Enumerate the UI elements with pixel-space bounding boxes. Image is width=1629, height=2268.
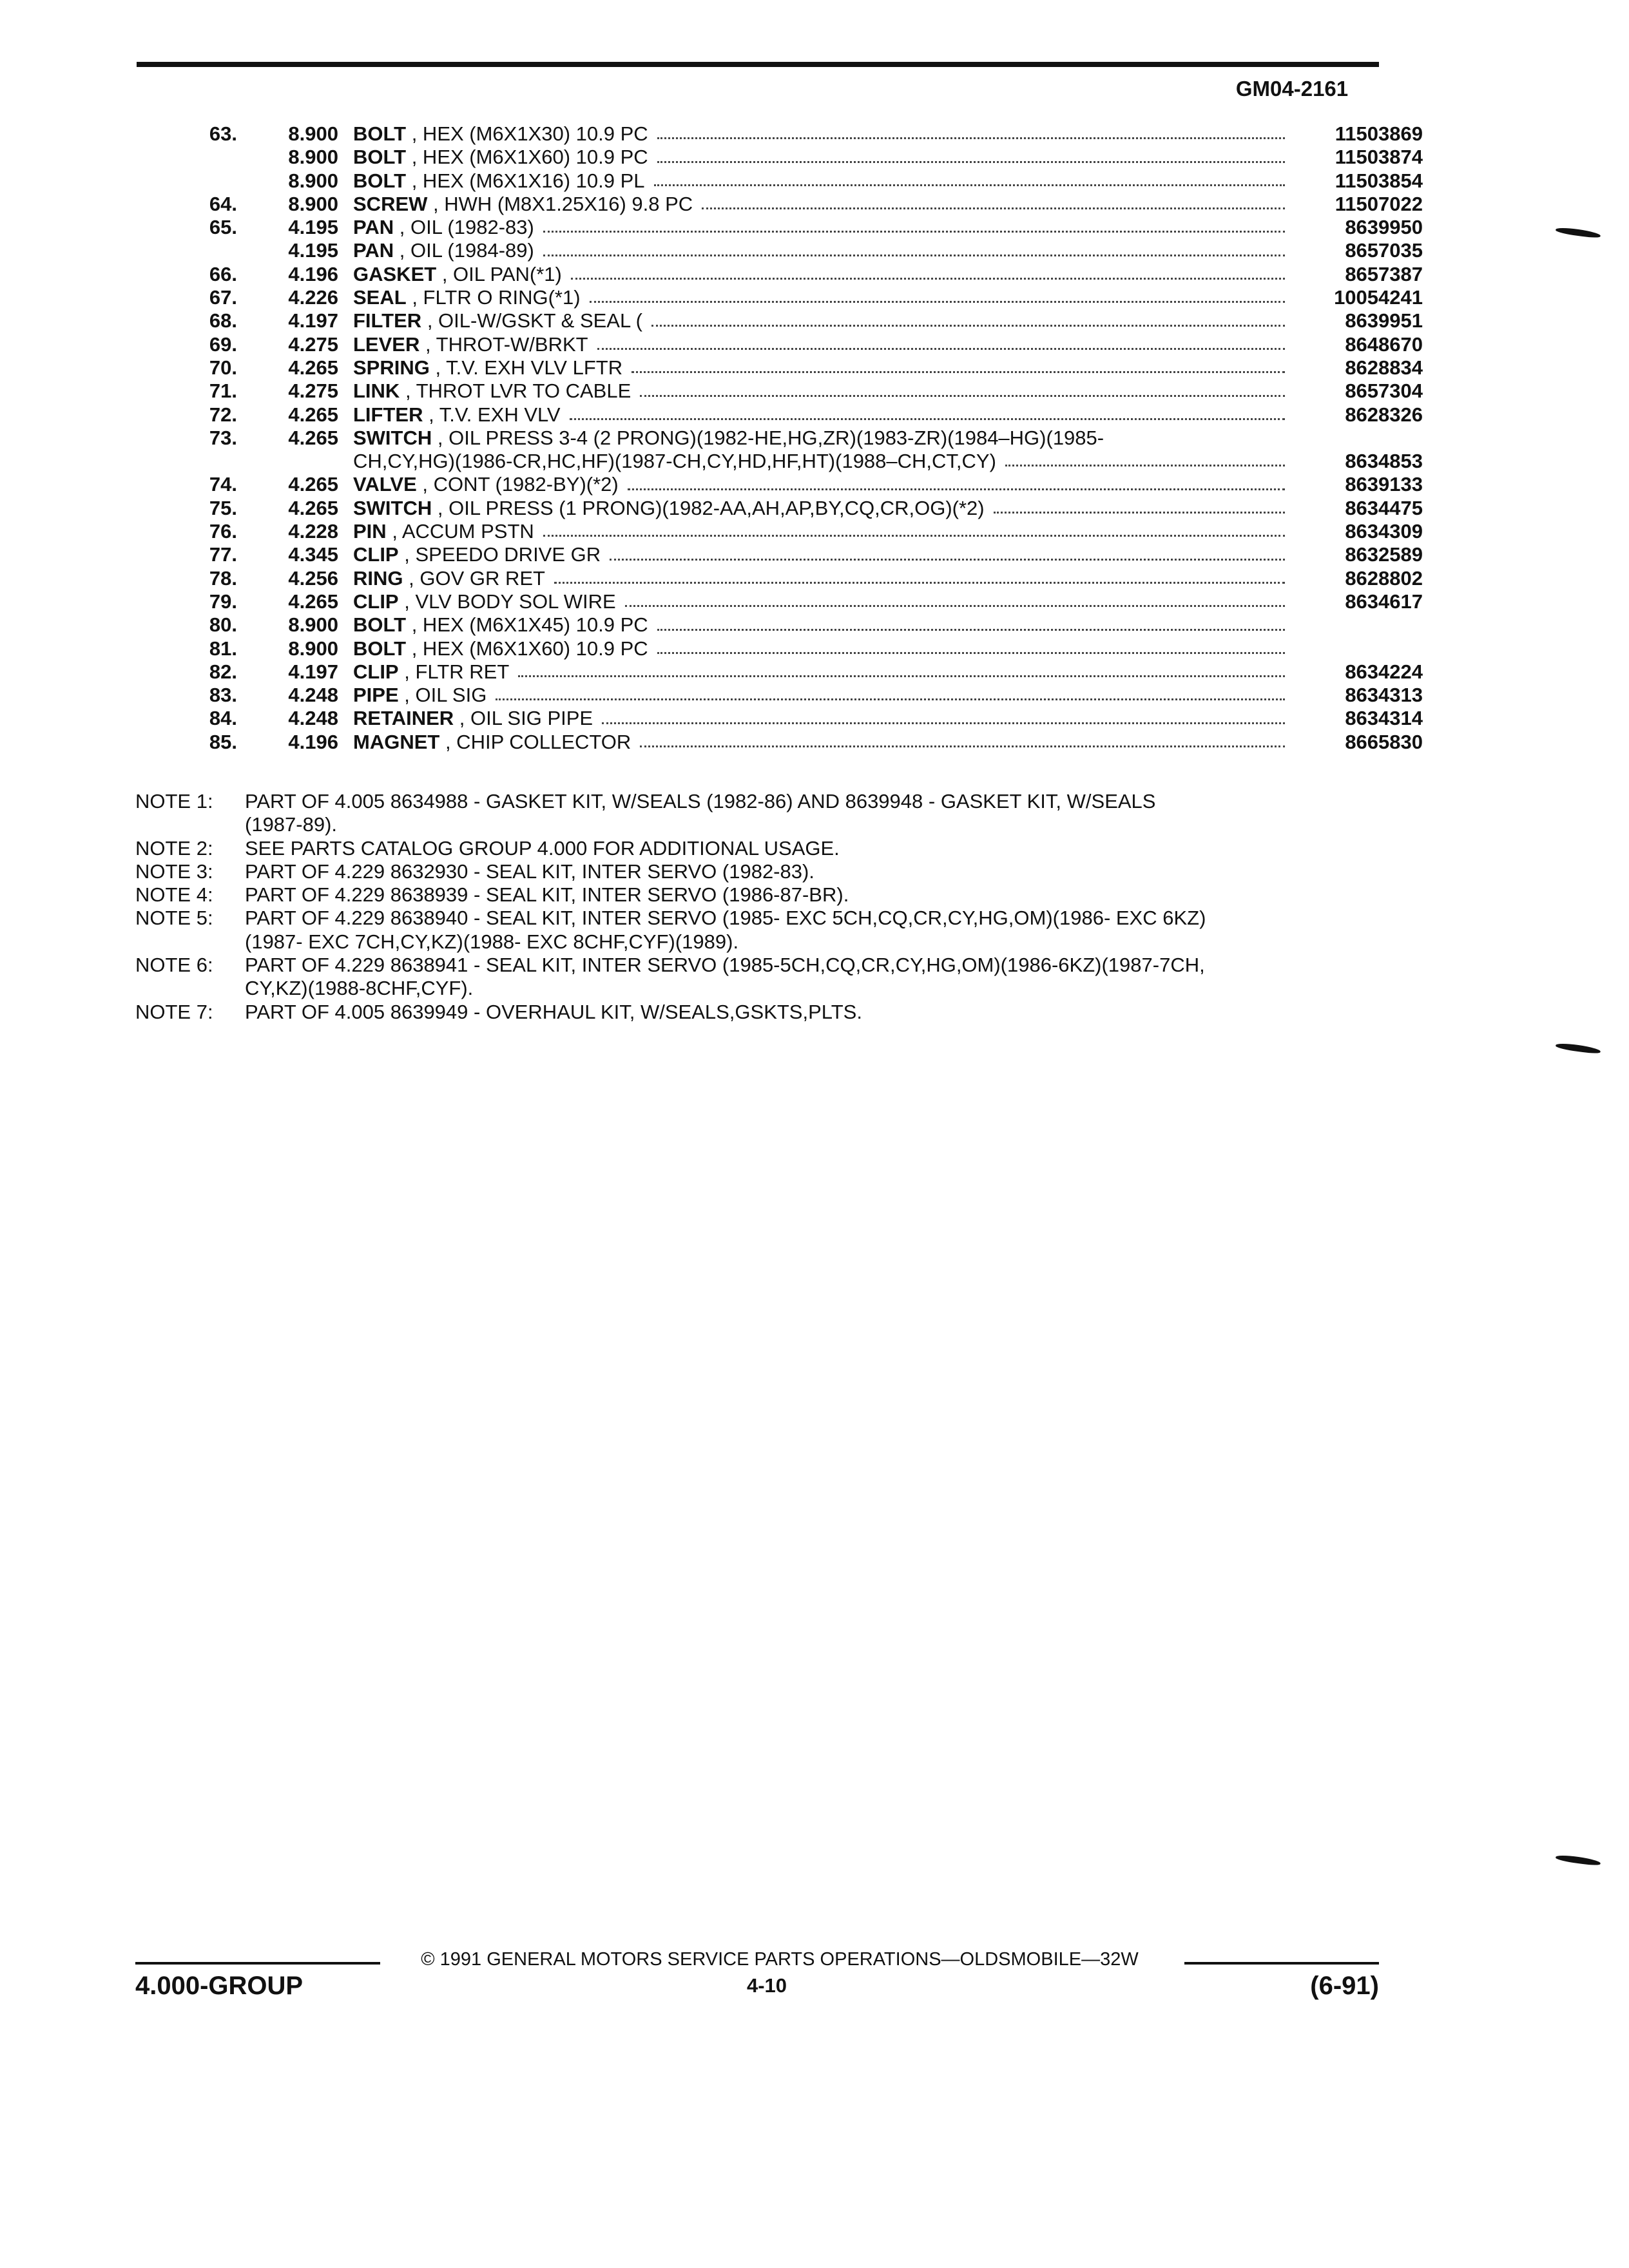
group-number: 4.197 <box>288 309 338 332</box>
note <box>135 907 1379 954</box>
part-row <box>174 146 1423 169</box>
part-description <box>353 193 1423 216</box>
dot-leader <box>590 301 1285 303</box>
note-label: NOTE 4: <box>135 883 213 907</box>
item-number: 72. <box>209 403 237 426</box>
part-name: PAN <box>353 216 394 239</box>
note <box>135 790 1379 837</box>
part-description <box>353 333 1423 356</box>
note <box>135 860 1379 883</box>
note-label: NOTE 7: <box>135 1000 213 1023</box>
part-name: CLIP <box>353 660 399 683</box>
part-detail: , THROT LVR TO CABLE <box>405 380 631 403</box>
dot-leader <box>657 161 1285 163</box>
note-line: PART OF 4.005 8639949 - OVERHAUL KIT, W/SEALS,GSKTS,PLTS. <box>245 1000 862 1023</box>
dot-leader <box>602 722 1285 724</box>
group-number: 4.265 <box>288 403 338 426</box>
part-name: CLIP <box>353 590 399 613</box>
dot-leader <box>543 535 1285 537</box>
dot-leader <box>1005 465 1285 466</box>
item-number: 66. <box>209 262 237 285</box>
part-detail: , ACCUM PSTN <box>392 520 534 543</box>
group-number: 4.265 <box>288 590 338 613</box>
dot-leader <box>496 698 1285 700</box>
page-number: 4-10 <box>746 1974 787 1997</box>
note-text <box>245 907 1379 954</box>
item-number: 75. <box>209 496 237 519</box>
part-detail: , T.V. EXH VLV LFTR <box>435 356 623 379</box>
item-number: 74. <box>209 473 237 496</box>
part-name: LINK <box>353 380 400 403</box>
item-number: 76. <box>209 520 237 543</box>
note-line: CY,KZ)(1988-8CHF,CYF). <box>245 977 474 1000</box>
item-number: 84. <box>209 707 237 730</box>
note <box>135 883 1379 907</box>
part-description <box>353 731 1423 754</box>
part-detail: , OIL-W/GSKT & SEAL ( <box>427 309 643 332</box>
part-row <box>174 262 1423 286</box>
group-number: 4.196 <box>288 262 338 285</box>
part-name: SEAL <box>353 286 407 309</box>
dot-leader <box>657 137 1285 139</box>
part-detail: , HEX (M6X1X60) 10.9 PC <box>411 637 648 660</box>
part-number: 10054241 <box>1334 286 1423 309</box>
dot-leader <box>631 371 1285 373</box>
part-description <box>353 427 1423 474</box>
item-number: 67. <box>209 286 237 309</box>
part-number: 8628326 <box>1345 403 1423 426</box>
item-number: 64. <box>209 192 237 215</box>
dot-leader <box>625 605 1285 607</box>
note-line: SEE PARTS CATALOG GROUP 4.000 FOR ADDITIONAL USAGE. <box>245 836 840 860</box>
part-description <box>353 473 1423 496</box>
part-description <box>353 707 1423 730</box>
item-number: 85. <box>209 730 237 753</box>
item-number: 63. <box>209 122 237 145</box>
part-row <box>174 566 1423 590</box>
note-text <box>245 790 1379 837</box>
group-number: 4.248 <box>288 707 338 730</box>
part-description <box>353 122 1423 146</box>
part-number: 8639950 <box>1345 216 1423 239</box>
part-description <box>353 403 1423 427</box>
part-description <box>353 684 1423 707</box>
part-number: 8634853 <box>1345 450 1423 473</box>
group-number: 4.228 <box>288 520 338 543</box>
part-detail: , HEX (M6X1X30) 10.9 PC <box>411 122 648 145</box>
part-name: BOLT <box>353 613 407 637</box>
part-name: CLIP <box>353 543 399 566</box>
part-name: LIFTER <box>353 403 423 426</box>
part-number: 8648670 <box>1345 332 1423 356</box>
part-row <box>174 520 1423 543</box>
group-number: 4.265 <box>288 473 338 496</box>
part-name: VALVE <box>353 473 417 496</box>
group-number: 4.196 <box>288 730 338 753</box>
item-number: 82. <box>209 660 237 683</box>
part-name: LEVER <box>353 332 420 356</box>
part-description <box>353 239 1423 262</box>
note-text <box>245 860 1379 883</box>
group-number: 4.345 <box>288 543 338 566</box>
part-description <box>353 660 1423 684</box>
item-number: 65. <box>209 216 237 239</box>
part-detail: , CHIP COLLECTOR <box>445 730 631 753</box>
group-number: 8.900 <box>288 192 338 215</box>
part-number: 8657035 <box>1345 239 1423 262</box>
part-row <box>174 707 1423 730</box>
part-name: SPRING <box>353 356 430 379</box>
item-number: 69. <box>209 332 237 356</box>
note-text <box>245 883 1379 907</box>
part-detail: , OIL (1984-89) <box>399 239 534 262</box>
note-line: PART OF 4.229 8632930 - SEAL KIT, INTER SERVO (1982-83). <box>245 860 815 883</box>
group-number: 4.197 <box>288 660 338 683</box>
part-number: 8657304 <box>1345 380 1423 403</box>
part-description <box>353 263 1423 286</box>
part-description <box>353 497 1423 520</box>
item-number: 80. <box>209 613 237 637</box>
part-row <box>174 543 1423 566</box>
part-description <box>353 613 1423 637</box>
note-text <box>245 954 1379 1001</box>
part-detail: , OIL SIG PIPE <box>459 707 593 730</box>
part-name: BOLT <box>353 169 407 192</box>
part-description <box>353 286 1423 309</box>
part-number: 8632589 <box>1345 543 1423 566</box>
top-rule <box>137 62 1379 67</box>
note-line: (1987- EXC 7CH,CY,KZ)(1988- EXC 8CHF,CYF)(1989). <box>245 930 739 953</box>
note-line: PART OF 4.229 8638941 - SEAL KIT, INTER SERVO (1985-5CH,CQ,CR,CY,HG,OM)(1986-6KZ)(1987-7CH, <box>245 954 1205 977</box>
part-row <box>174 286 1423 309</box>
part-number: 8628802 <box>1345 566 1423 590</box>
footer-rule-right <box>1184 1962 1379 1965</box>
part-name: PIN <box>353 520 387 543</box>
part-row <box>174 613 1379 637</box>
dot-leader <box>543 255 1285 256</box>
part-number: 8634313 <box>1345 684 1423 707</box>
part-detail: , CONT (1982-BY)(*2) <box>422 473 619 496</box>
part-row <box>174 309 1423 332</box>
part-detail-continued: CH,CY,HG)(1986-CR,HC,HF)(1987-CH,CY,HD,HF,HT)(1988–CH,CT,CY) <box>353 450 996 473</box>
part-detail: , HWH (M8X1.25X16) 9.8 PC <box>433 192 693 215</box>
note-label: NOTE 5: <box>135 907 213 930</box>
group-number: 4.256 <box>288 566 338 590</box>
dot-leader <box>554 582 1285 584</box>
part-name: BOLT <box>353 637 407 660</box>
part-number: 8634617 <box>1345 590 1423 613</box>
part-row <box>174 122 1423 146</box>
part-detail: , OIL PRESS (1 PRONG)(1982-AA,AH,AP,BY,CQ,CR,OG)(*2) <box>437 496 985 519</box>
part-number: 8657387 <box>1345 262 1423 285</box>
item-number: 79. <box>209 590 237 613</box>
part-number: 11503869 <box>1335 122 1423 145</box>
item-number: 73. <box>209 426 237 449</box>
note <box>135 1001 1379 1024</box>
dot-leader <box>628 488 1285 490</box>
dot-leader <box>994 512 1285 514</box>
part-number: 8634224 <box>1345 660 1423 683</box>
part-row <box>174 403 1423 427</box>
part-row <box>174 239 1423 262</box>
part-row <box>174 473 1423 496</box>
group-number: 4.195 <box>288 239 338 262</box>
part-number: 8634309 <box>1345 520 1423 543</box>
part-detail: , T.V. EXH VLV <box>429 403 561 426</box>
dot-leader <box>702 207 1285 209</box>
binder-mark <box>1556 226 1601 239</box>
dot-leader <box>610 559 1285 561</box>
part-row <box>174 684 1423 707</box>
group-number: 8.900 <box>288 146 338 169</box>
part-name: BOLT <box>353 122 407 145</box>
group-number: 4.265 <box>288 426 338 449</box>
part-description <box>353 216 1423 239</box>
part-description <box>353 309 1423 332</box>
part-row <box>174 380 1423 403</box>
part-row <box>174 730 1423 754</box>
item-number: 81. <box>209 637 237 660</box>
part-detail: , GOV GR RET <box>409 566 545 590</box>
dot-leader <box>640 395 1285 397</box>
part-row <box>174 332 1423 356</box>
part-description <box>353 637 1423 660</box>
note-label: NOTE 2: <box>135 836 213 860</box>
note-line: PART OF 4.005 8634988 - GASKET KIT, W/SEALS (1982-86) AND 8639948 - GASKET KIT, W/SEALS <box>245 790 1156 812</box>
item-number: 68. <box>209 309 237 332</box>
part-name: RETAINER <box>353 707 454 730</box>
note-text <box>245 1001 1379 1024</box>
parts-list <box>174 122 1423 754</box>
notes-section <box>135 790 1379 1024</box>
footer-rule-left <box>135 1962 380 1965</box>
part-name: BOLT <box>353 146 407 169</box>
group-number: 4.275 <box>288 380 338 403</box>
item-number: 78. <box>209 566 237 590</box>
part-row <box>174 356 1423 380</box>
part-description <box>353 146 1423 169</box>
part-description <box>353 356 1423 380</box>
item-number: 71. <box>209 380 237 403</box>
dot-leader <box>651 325 1285 327</box>
item-number: 83. <box>209 684 237 707</box>
part-detail: , FLTR RET <box>404 660 510 683</box>
part-description <box>353 520 1423 543</box>
dot-leader <box>657 629 1285 631</box>
note-text <box>245 837 1379 860</box>
part-description <box>353 380 1423 403</box>
group-label: 4.000-GROUP <box>135 1972 304 2000</box>
part-name: PAN <box>353 239 394 262</box>
part-name: SWITCH <box>353 426 432 449</box>
group-number: 4.265 <box>288 496 338 519</box>
note <box>135 837 1379 860</box>
part-name: SCREW <box>353 192 428 215</box>
revision-date: (6-91) <box>1310 1972 1379 2000</box>
note-label: NOTE 1: <box>135 790 213 812</box>
part-row <box>174 660 1423 684</box>
part-row <box>174 637 1379 660</box>
part-name: PIPE <box>353 684 399 707</box>
group-number: 8.900 <box>288 169 338 192</box>
group-number: 4.248 <box>288 684 338 707</box>
note-line: PART OF 4.229 8638939 - SEAL KIT, INTER SERVO (1986-87-BR). <box>245 883 849 907</box>
dot-leader <box>571 278 1285 280</box>
part-description <box>353 543 1423 566</box>
part-number: 8639133 <box>1345 473 1423 496</box>
dot-leader <box>570 418 1285 420</box>
part-detail: , FLTR O RING(*1) <box>412 286 581 309</box>
part-number: 8628834 <box>1345 356 1423 379</box>
part-detail: , THROT-W/BRKT <box>425 332 588 356</box>
copyright-line: © 1991 GENERAL MOTORS SERVICE PARTS OPERATIONS—OLDSMOBILE—32W <box>421 1949 1139 1970</box>
part-number: 11503874 <box>1335 146 1423 169</box>
group-number: 4.265 <box>288 356 338 379</box>
item-number: 70. <box>209 356 237 379</box>
part-row <box>174 590 1423 613</box>
dot-leader <box>597 348 1285 350</box>
note-label: NOTE 6: <box>135 954 213 977</box>
part-name: GASKET <box>353 262 437 285</box>
note-label: NOTE 3: <box>135 860 213 883</box>
note-line: PART OF 4.229 8638940 - SEAL KIT, INTER SERVO (1985- EXC 5CH,CQ,CR,CY,HG,OM)(1986- EXC 6KZ) <box>245 907 1206 930</box>
part-number: 11503854 <box>1335 169 1423 192</box>
binder-mark <box>1556 1042 1601 1055</box>
part-detail: , OIL PRESS 3-4 (2 PRONG)(1982-HE,HG,ZR)(1983-ZR)(1984–HG)(1985- <box>437 426 1104 449</box>
binder-mark <box>1556 1854 1601 1867</box>
dot-leader <box>654 184 1285 186</box>
part-number: 8634314 <box>1345 707 1423 730</box>
item-number: 77. <box>209 543 237 566</box>
group-number: 8.900 <box>288 613 338 637</box>
part-detail: , HEX (M6X1X45) 10.9 PC <box>411 613 648 637</box>
document-id: GM04-2161 <box>1235 77 1349 101</box>
dot-leader <box>657 652 1285 654</box>
dot-leader <box>543 231 1285 233</box>
dot-leader <box>640 745 1285 747</box>
part-detail: , HEX (M6X1X16) 10.9 PL <box>411 169 645 192</box>
group-number: 8.900 <box>288 122 338 145</box>
part-detail: , SPEEDO DRIVE GR <box>404 543 601 566</box>
group-number: 4.226 <box>288 286 338 309</box>
part-row <box>174 216 1423 239</box>
part-number: 8639951 <box>1345 309 1423 332</box>
group-number: 4.275 <box>288 332 338 356</box>
part-number: 8665830 <box>1345 730 1423 753</box>
part-detail: , OIL SIG <box>404 684 487 707</box>
part-name: SWITCH <box>353 496 432 519</box>
part-row <box>174 426 1423 474</box>
part-number: 11507022 <box>1335 192 1423 215</box>
note-line: (1987-89). <box>245 813 338 836</box>
part-number: 8634475 <box>1345 496 1423 519</box>
group-number: 4.195 <box>288 216 338 239</box>
part-row <box>174 169 1423 193</box>
dot-leader <box>518 675 1285 677</box>
part-name: RING <box>353 566 403 590</box>
part-detail: , HEX (M6X1X60) 10.9 PC <box>411 146 648 169</box>
group-number: 8.900 <box>288 637 338 660</box>
part-row <box>174 496 1423 520</box>
part-row <box>174 192 1423 216</box>
part-name: FILTER <box>353 309 422 332</box>
part-description <box>353 590 1423 613</box>
part-detail: , VLV BODY SOL WIRE <box>404 590 616 613</box>
note <box>135 954 1379 1001</box>
part-detail: , OIL (1982-83) <box>399 216 534 239</box>
part-description <box>353 567 1423 590</box>
part-name: MAGNET <box>353 730 440 753</box>
part-description <box>353 169 1423 193</box>
part-detail: , OIL PAN(*1) <box>441 262 562 285</box>
